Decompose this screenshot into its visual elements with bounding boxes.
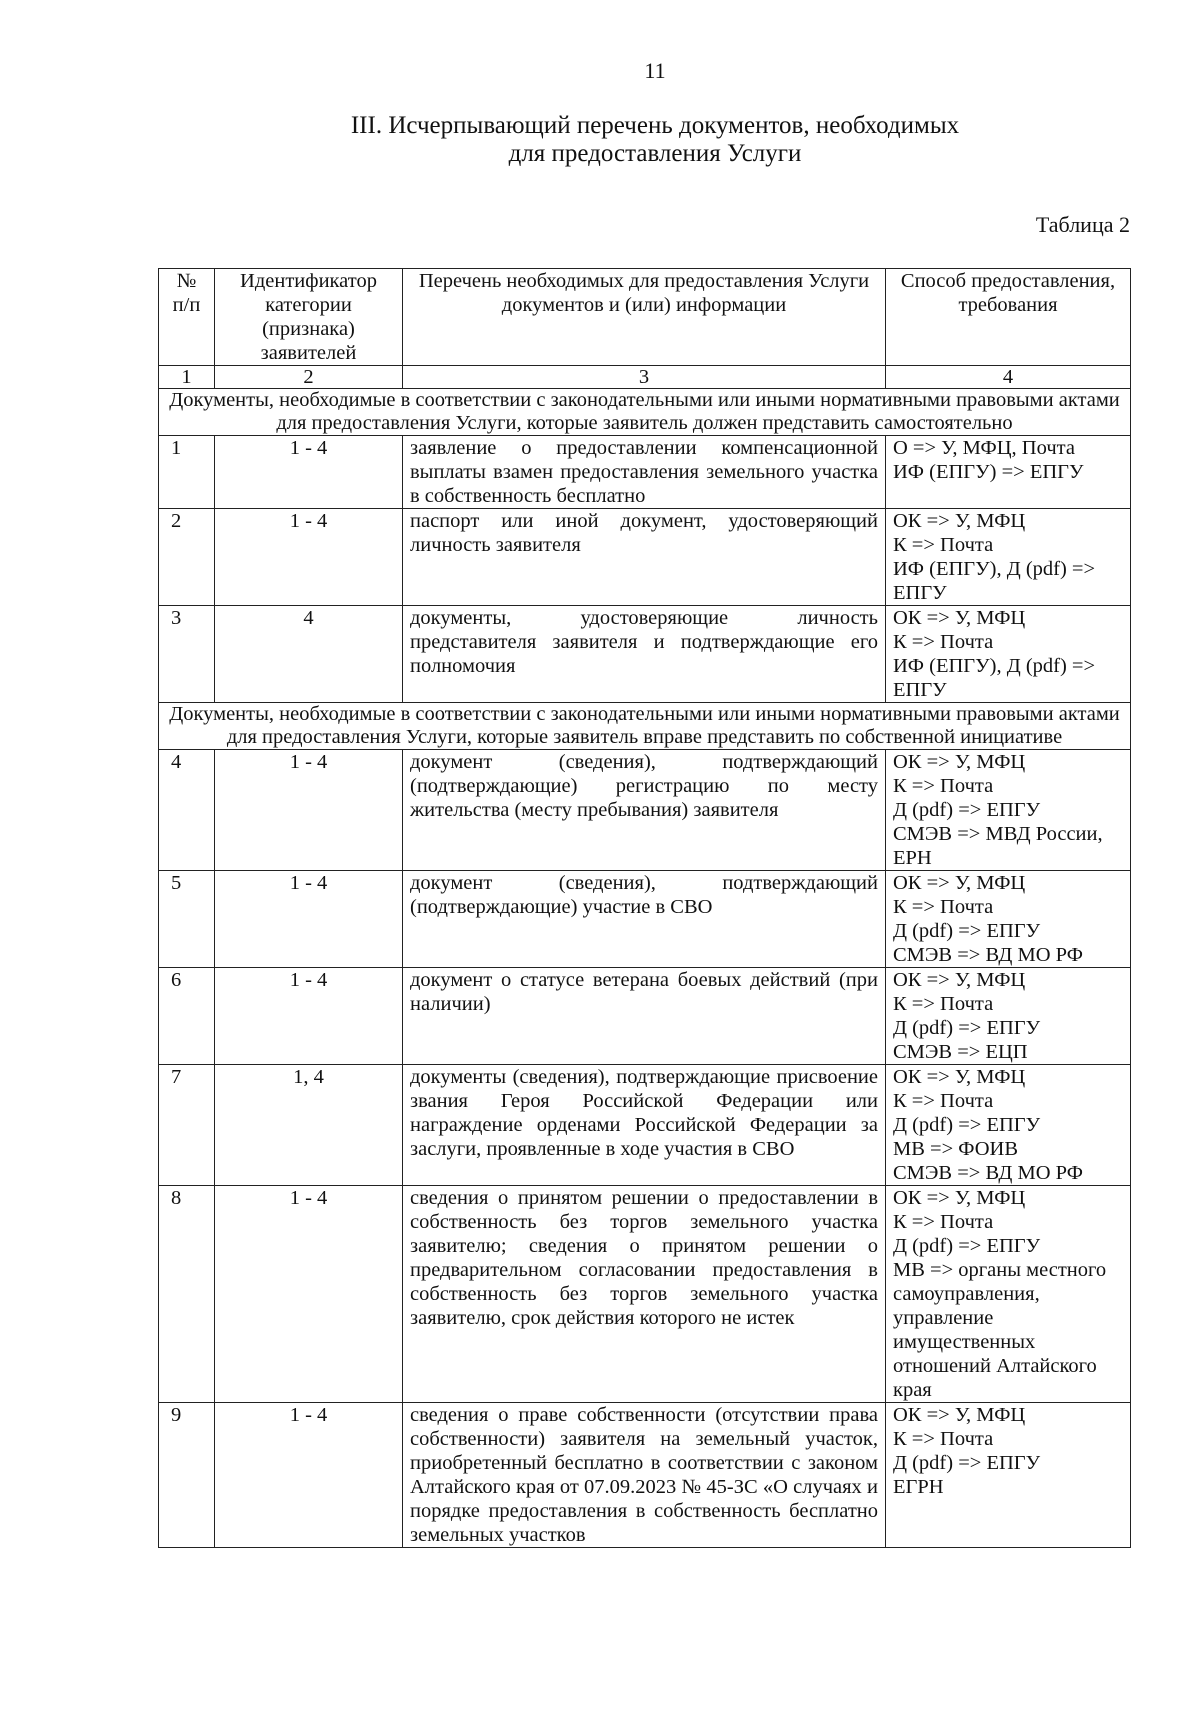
method-line: Д (pdf) => ЕПГУ <box>893 1017 1041 1039</box>
method-line: ОК => У, МФЦ <box>893 751 1026 773</box>
row-method <box>886 1065 1131 1186</box>
method-line: Д (pdf) => ЕПГУ <box>893 1235 1041 1257</box>
method-line: К => Почта <box>893 1211 994 1233</box>
row-category: 1 - 4 <box>215 1403 403 1548</box>
method-line: ОК => У, МФЦ <box>893 1404 1026 1426</box>
row-category: 4 <box>215 606 403 703</box>
row-category: 1 - 4 <box>215 509 403 606</box>
header-category: Идентификатор категории (признака) заявителей <box>215 269 403 366</box>
table-row <box>159 606 1131 703</box>
row-document: документы, удостоверяющие личность представителя заявителя и подтверждающие его полномочия <box>403 606 886 703</box>
method-line: К => Почта <box>893 631 994 653</box>
row-number: 5 <box>159 871 215 968</box>
method-line: К => Почта <box>893 775 994 797</box>
row-number: 7 <box>159 1065 215 1186</box>
table-row <box>159 871 1131 968</box>
method-line: О => У, МФЦ, Почта <box>893 437 1075 459</box>
method-line: СМЭВ => ВД МО РФ <box>893 1162 1083 1184</box>
row-method <box>886 871 1131 968</box>
row-document: документ (сведения), подтверждающий (подтверждающие) участие в СВО <box>403 871 886 968</box>
table-row <box>159 1403 1131 1548</box>
method-line: ОК => У, МФЦ <box>893 969 1026 991</box>
documents-table <box>158 268 1131 1548</box>
row-document: заявление о предоставлении компенсационной выплаты взамен предоставления земельного участка в собственность бесплатно <box>403 436 886 509</box>
row-method <box>886 1403 1131 1548</box>
table-row <box>159 436 1131 509</box>
row-category: 1 - 4 <box>215 968 403 1065</box>
row-category: 1 - 4 <box>215 750 403 871</box>
column-number: 2 <box>215 366 403 389</box>
method-line: Д (pdf) => ЕПГУ <box>893 1452 1041 1474</box>
method-line: ИФ (ЕПГУ), Д (pdf) => ЕПГУ <box>893 558 1096 604</box>
header-method: Способ предоставления, требования <box>886 269 1131 366</box>
row-method <box>886 509 1131 606</box>
method-line: СМЭВ => ЕЦП <box>893 1041 1028 1063</box>
method-line: К => Почта <box>893 1090 994 1112</box>
row-category: 1, 4 <box>215 1065 403 1186</box>
table-header-row <box>159 269 1131 366</box>
header-num: № п/п <box>159 269 215 366</box>
section-title-line1: III. Исчерпывающий перечень документов, необходимых <box>350 112 960 139</box>
column-number-row <box>159 366 1131 389</box>
table-caption: Таблица 2 <box>1035 212 1130 237</box>
column-number: 4 <box>886 366 1131 389</box>
column-number: 3 <box>403 366 886 389</box>
row-document: документы (сведения), подтверждающие присвоение звания Героя Российской Федерации или награждение орденами Российской Федерации за заслуги, проявленные в ходе участия в СВО <box>403 1065 886 1186</box>
row-method <box>886 1186 1131 1403</box>
method-line: ИФ (ЕПГУ), Д (pdf) => ЕПГУ <box>893 655 1096 701</box>
method-line: Д (pdf) => ЕПГУ <box>893 799 1041 821</box>
row-document: документ (сведения), подтверждающий (подтверждающие) регистрацию по месту жительства (месту пребывания) заявителя <box>403 750 886 871</box>
method-line: К => Почта <box>893 896 994 918</box>
method-line: ОК => У, МФЦ <box>893 1187 1026 1209</box>
method-line: К => Почта <box>893 534 994 556</box>
row-number: 2 <box>159 509 215 606</box>
row-category: 1 - 4 <box>215 1186 403 1403</box>
method-line: МВ => органы местного самоуправления, управление имущественных отношений Алтайского края <box>893 1259 1107 1401</box>
table-row <box>159 750 1131 871</box>
section-header-row <box>159 703 1131 750</box>
row-document: сведения о праве собственности (отсутствии права собственности) заявителя на земельный участок, приобретенный бесплатно в соответствии с законом Алтайского края от 07.09.2023 № 45-ЗС «О случаях и порядке предоставления в собственность бесплатно земельных участков <box>403 1403 886 1548</box>
method-line: Д (pdf) => ЕПГУ <box>893 1114 1041 1136</box>
method-line: К => Почта <box>893 1428 994 1450</box>
row-category: 1 - 4 <box>215 871 403 968</box>
method-line: ОК => У, МФЦ <box>893 872 1026 894</box>
row-number: 3 <box>159 606 215 703</box>
method-line: ЕГРН <box>893 1476 944 1498</box>
row-method <box>886 606 1131 703</box>
method-line: К => Почта <box>893 993 994 1015</box>
method-line: ОК => У, МФЦ <box>893 607 1026 629</box>
method-line: СМЭВ => ВД МО РФ <box>893 944 1083 966</box>
row-number: 6 <box>159 968 215 1065</box>
row-number: 8 <box>159 1186 215 1403</box>
table-row <box>159 1186 1131 1403</box>
row-number: 1 <box>159 436 215 509</box>
section-title <box>0 112 1200 168</box>
section-header: Документы, необходимые в соответствии с законодательными или иными нормативными правовыми актами для предоставления Услуги, которые заявитель должен представить самостоятельно <box>159 389 1131 436</box>
table-body <box>159 389 1131 1548</box>
column-number: 1 <box>159 366 215 389</box>
method-line: Д (pdf) => ЕПГУ <box>893 920 1041 942</box>
header-documents: Перечень необходимых для предоставления Услуги документов и (или) информации <box>403 269 886 366</box>
row-method <box>886 750 1131 871</box>
row-number: 4 <box>159 750 215 871</box>
page-number: 11 <box>644 58 666 83</box>
method-line: ОК => У, МФЦ <box>893 1066 1026 1088</box>
row-document: сведения о принятом решении о предоставлении в собственность без торгов земельного участка заявителю; сведения о принятом решении о предварительном согласовании предоставления в собственность без торгов земельного участка заявителю, срок действия которого не истек <box>403 1186 886 1403</box>
table-row <box>159 1065 1131 1186</box>
row-method <box>886 968 1131 1065</box>
method-line: МВ => ФОИВ <box>893 1138 1019 1160</box>
method-line: ИФ (ЕПГУ) => ЕПГУ <box>893 461 1084 483</box>
table-row <box>159 509 1131 606</box>
method-line: СМЭВ => МВД России, ЕРН <box>893 823 1103 869</box>
row-category: 1 - 4 <box>215 436 403 509</box>
method-line: ОК => У, МФЦ <box>893 510 1026 532</box>
section-header: Документы, необходимые в соответствии с законодательными или иными нормативными правовыми актами для предоставления Услуги, которые заявитель вправе представить по собственной инициативе <box>159 703 1131 750</box>
row-document: документ о статусе ветерана боевых действий (при наличии) <box>403 968 886 1065</box>
section-header-row <box>159 389 1131 436</box>
row-number: 9 <box>159 1403 215 1548</box>
row-method <box>886 436 1131 509</box>
section-title-line2: для предоставления Услуги <box>508 140 802 167</box>
table-row <box>159 968 1131 1065</box>
row-document: паспорт или иной документ, удостоверяющий личность заявителя <box>403 509 886 606</box>
